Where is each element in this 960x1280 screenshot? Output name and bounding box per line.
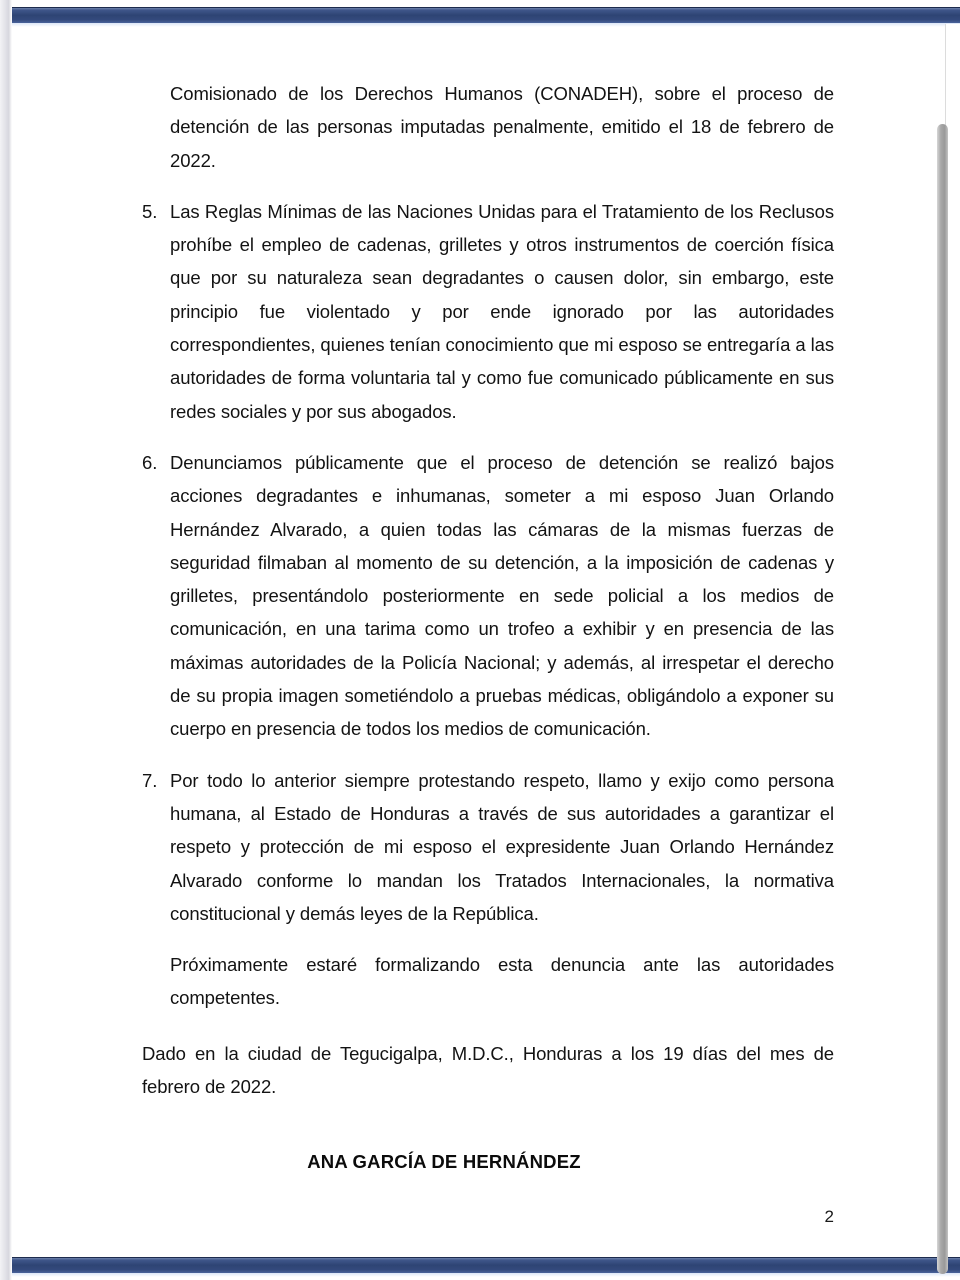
left-gutter xyxy=(0,0,12,1280)
clause-text-7: Por todo lo anterior siempre protestando respeto, llamo y exijo como persona humana, al Estado de Honduras a través de sus autoridades a garantizar el respeto y protección de mi esposo el expresidente Juan Orlando Hernández Alvarado conforme lo mandan los Tratados Internacionales, la normativa constitucional y demás leyes de la República. xyxy=(170,769,834,924)
bottom-bar-highlight xyxy=(12,1273,960,1277)
clause-item-6 xyxy=(142,446,834,746)
clause-item-5 xyxy=(142,195,834,428)
clause-text-6: Denunciamos públicamente que el proceso de detención se realizó bajos acciones degradantes e inhumanas, someter a mi esposo Juan Orlando Hernández Alvarado, a quien todas las cámaras de la mismas fuerzas de seguridad filmaban al momento de su detención, a la imposición de cadenas y grilletes, presentándolo posteriormente en sede policial a los medios de comunicación, en una tarima como un trofeo a exhibir y en presencia de las máximas autoridades de la Policía Nacional; y además, al irrespetar el derecho de su propia imagen sometiéndolo a pruebas médicas, obligándolo a exponer su cuerpo en presencia de todos los medios de comunicación. xyxy=(170,451,834,740)
page-number: 2 xyxy=(824,1207,834,1226)
clause-marker-7: 7. xyxy=(142,769,158,791)
closing-paragraph: Próximamente estaré formalizando esta denuncia ante las autoridades competentes. xyxy=(170,954,834,1009)
opening-paragraph: Comisionado de los Derechos Humanos (CONADEH), sobre el proceso de detención de las personas imputadas penalmente, emitido el 18 de febrero de 2022. xyxy=(170,83,834,171)
bottom-navy-bar xyxy=(12,1257,960,1274)
vertical-scrollbar-thumb[interactable] xyxy=(937,124,948,1274)
clause-text-5: Las Reglas Mínimas de las Naciones Unidas para el Tratamiento de los Reclusos prohíbe el empleo de cadenas, grilletes y otros instrumentos de coerción física que por su naturaleza sean degradantes o causen dolor, sin embargo, este principio fue violentado y por ende ignorado por las autoridades correspondientes, quienes tenían conocimiento que mi esposo se entregaría a las autoridades de forma voluntaria tal y como fue comunicado públicamente en sus redes sociales y por sus abogados. xyxy=(170,200,834,422)
signature-name: ANA GARCÍA DE HERNÁNDEZ xyxy=(307,1151,581,1173)
clause-item-7 xyxy=(142,764,834,930)
top-navy-bar xyxy=(12,7,960,24)
document-page xyxy=(12,27,936,1255)
clause-marker-5: 5. xyxy=(142,200,158,222)
dateline-paragraph: Dado en la ciudad de Tegucigalpa, M.D.C., Honduras a los 19 días del mes de febrero de 2022. xyxy=(142,1042,834,1098)
clause-marker-6: 6. xyxy=(142,451,158,473)
vertical-scrollbar-track[interactable] xyxy=(945,24,960,1256)
numbered-clause-list xyxy=(142,195,834,930)
document-text-body xyxy=(142,77,834,1173)
